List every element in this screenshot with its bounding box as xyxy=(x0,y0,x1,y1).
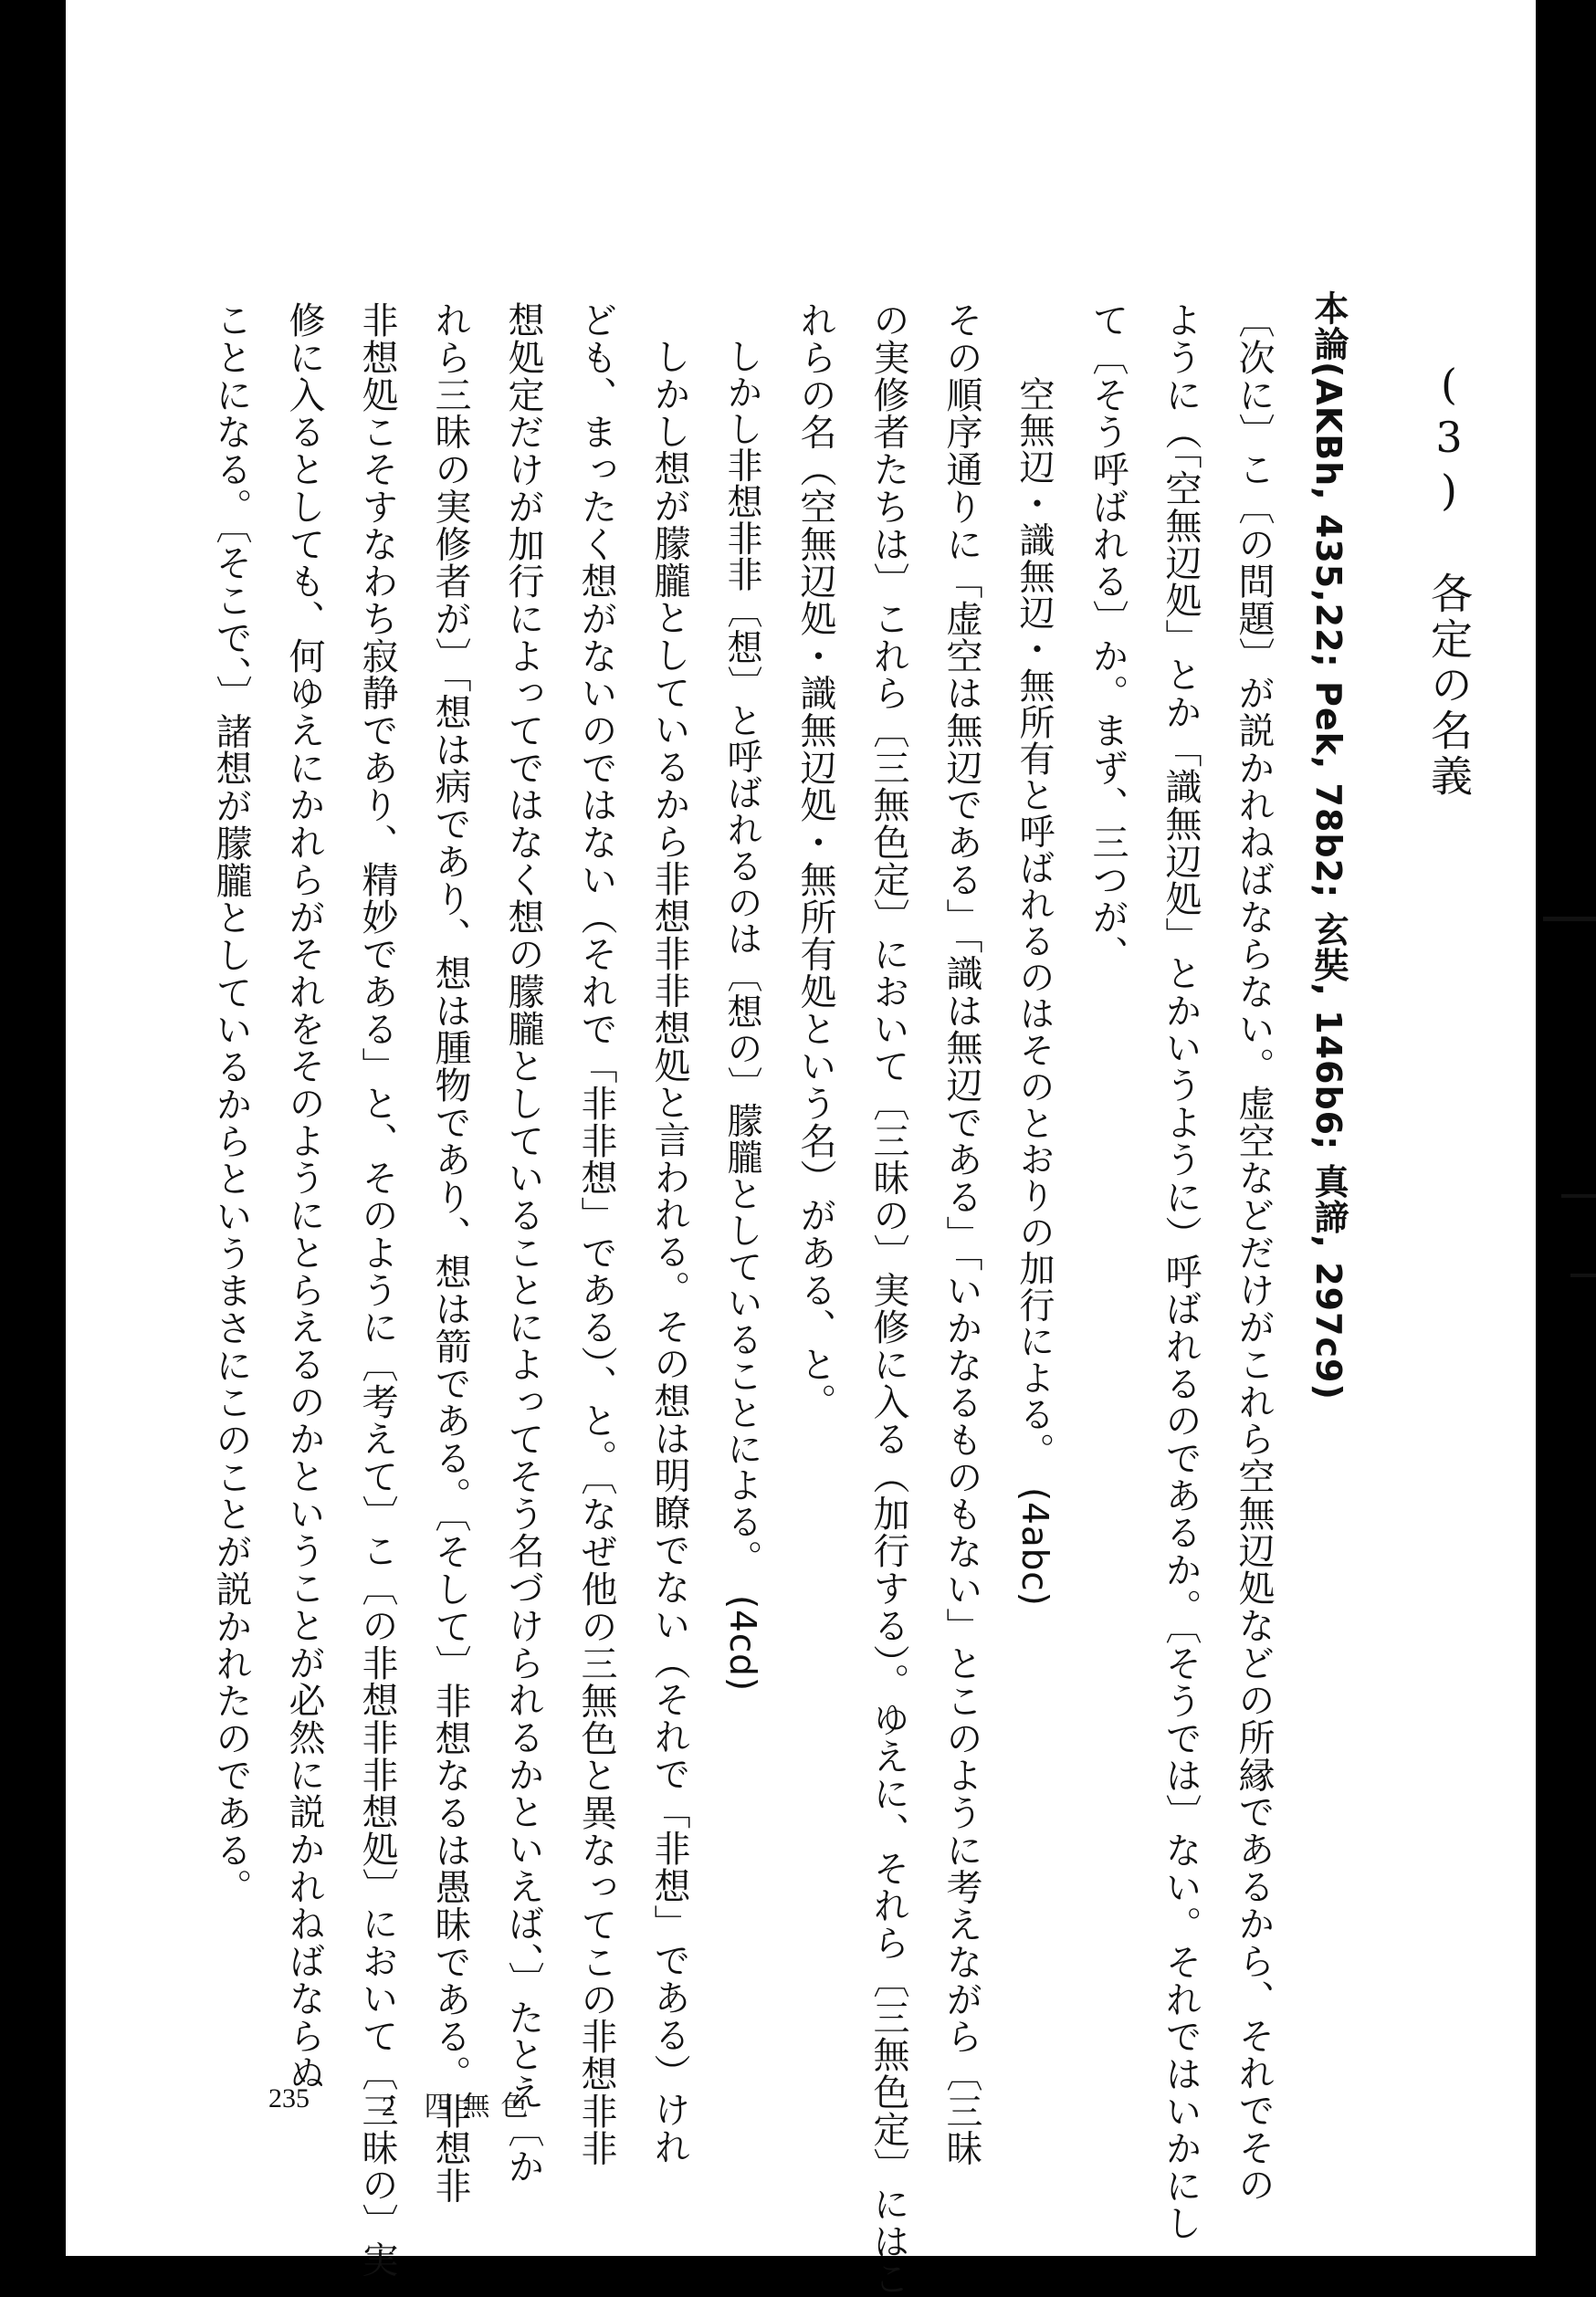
book-page xyxy=(66,0,1536,2297)
paragraph-3-line-5: 非想処こそすなわち寂静であり、精妙である」と、そのように〔考えて〕こ〔の非想非非想処〕において〔三昧の〕実 xyxy=(356,301,398,2279)
paragraph-3-line-1: しかし想が朦朧としているから非想非非想処と言われる。その想は明瞭でない（それで「非想」である）けれ xyxy=(648,338,690,2166)
paragraph-1-line-1: 〔次に〕こ〔の問題〕が説かれねばならない。虚空などだけがこれら空無辺処などの所縁であるから、それでその xyxy=(1233,301,1275,2204)
paragraph-2-line-2: の実修者たちは〕これら〔三無色定〕において〔三昧の〕実修に入る（加行する）。ゆえに、それら〔三無色定〕にはこ xyxy=(867,301,909,2297)
source-citation-column xyxy=(1308,290,1349,1400)
paragraph-2-line-3: れらの名（空無辺処・識無辺処・無所有処という名）がある、と。 xyxy=(794,301,836,1421)
paragraph-3-line-4: れら三昧の実修者が〕「想は病であり、想は腫物であり、想は箭である。〔そして〕非想なるは愚昧である。非想非 xyxy=(429,301,471,2205)
verse-2-text: しかし非想非非〔想〕と呼ばれるのは〔想の〕朦朧としていることによる。 xyxy=(721,338,762,1577)
verse-1-ref: (4abc) xyxy=(1013,1487,1055,1607)
running-head: 2 四無色 xyxy=(382,2092,540,2122)
section-title: (3) 各定の名義 xyxy=(1424,360,1474,800)
paragraph-1-line-2: ように（「空無辺処」とか「識無辺処」とかいうように）呼ばれるのであるか。〔そうでは〕ない。それではいかにし xyxy=(1160,301,1202,2242)
paragraph-1-line-3: て〔そう呼ばれる〕か。まず、三つが、 xyxy=(1087,301,1129,973)
page-number: 235 xyxy=(268,2083,310,2113)
verse-1-text: 空無辺・識無辺・無所有と呼ばれるのはそのとおりの加行による。 xyxy=(1013,376,1055,1469)
paragraph-3-line-2: ども、まったく想がないのではない（それで「非非想」である）、と。〔なぜ他の三無色と異なってこの非想非非 xyxy=(575,301,617,2167)
edge-mark xyxy=(1570,1274,1596,1277)
verse-1 xyxy=(1013,376,1055,1607)
source-citation: (AKBh, 435,22; Pek, 78b2; 玄奘, 146b6; 真諦, 297c9) xyxy=(1308,362,1349,1400)
edge-mark xyxy=(1543,917,1596,921)
paragraph-3-line-3: 想処定だけが加行によってではなく想の朦朧としていることによってそう名づけられるかといえば、〕たとえ〔か xyxy=(502,301,544,2186)
source-label: 本論 xyxy=(1308,290,1349,362)
verse-2 xyxy=(721,338,762,1692)
edge-mark xyxy=(1561,1194,1596,1198)
paragraph-2-line-1: その順序通りに「虚空は無辺である」「識は無辺である」「いかなるものもない」とこのように考えながら〔三昧 xyxy=(940,301,982,2167)
paragraph-3-line-6: 修に入るとしても、何ゆえにかれらがそれをそのようにとらえるのかということが必然に説かれねばならぬ xyxy=(283,301,325,2092)
paragraph-3-line-7: ことになる。〔そこで、〕諸想が朦朧としているからというまさにこのことが説かれたのである。 xyxy=(210,301,252,1906)
verse-2-ref: (4cd) xyxy=(721,1594,762,1692)
